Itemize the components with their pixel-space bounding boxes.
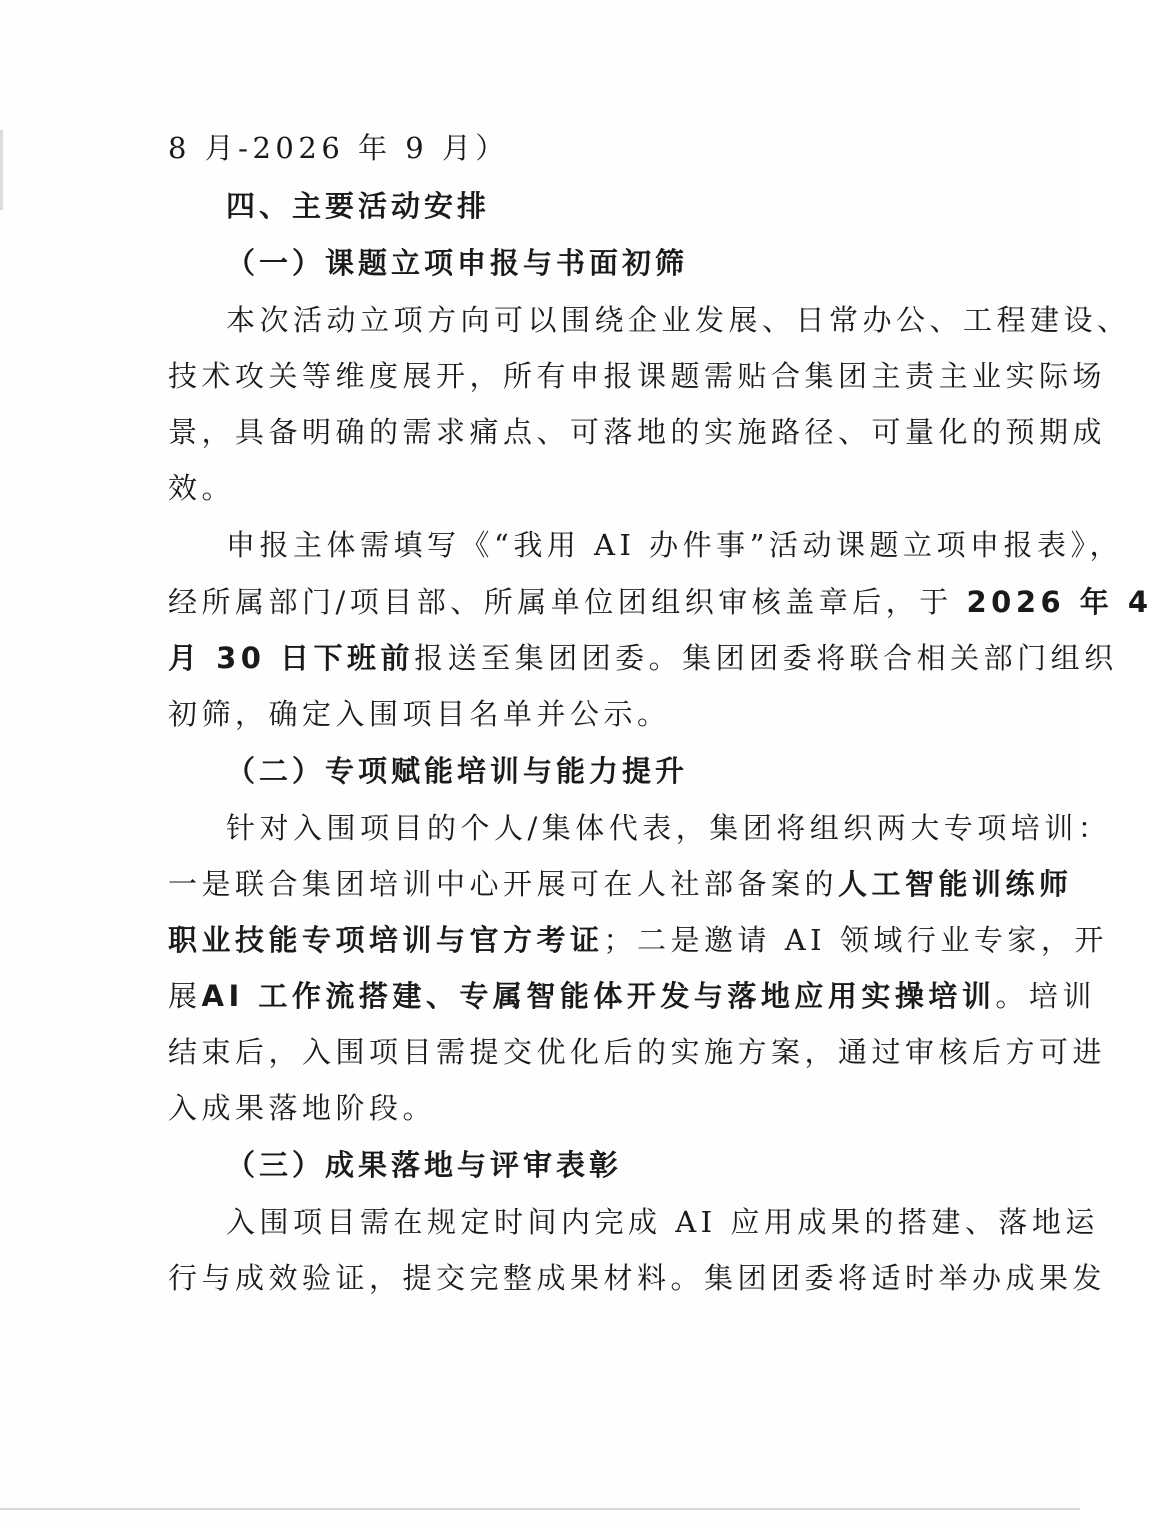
- subsection-heading: （一）课题立项申报与书面初筛: [226, 246, 689, 280]
- subsection-heading: （二）专项赋能培训与能力提升: [226, 754, 689, 788]
- training-emphasis: AI 工作流搭建、专属智能体开发与落地应用实操培训: [201, 979, 996, 1013]
- text-line: 本次活动立项方向可以围绕企业发展、日常办公、工程建设、: [226, 303, 1131, 337]
- text-span: 一是联合集团培训中心开展可在人社部备案的: [168, 867, 839, 901]
- deadline-emphasis: 2026 年 4: [966, 585, 1153, 619]
- subsection-heading: （三）成果落地与评审表彰: [226, 1148, 623, 1182]
- text-line: 效。: [168, 471, 236, 505]
- training-emphasis: 人工智能训练师: [838, 867, 1073, 901]
- text-line: 8 月-2026 年 9 月）: [168, 131, 509, 165]
- text-line: [168, 638, 1118, 678]
- text-span: 展: [168, 979, 202, 1013]
- text-line: 针对入围项目的个人/集体代表，集团将组织两大专项培训：: [226, 811, 1112, 845]
- text-line: 技术攻关等维度展开，所有申报课题需贴合集团主责主业实际场: [168, 359, 1107, 393]
- section-heading: 四、主要活动安排: [226, 189, 491, 223]
- text-span: 经所属部门/项目部、所属单位团组织审核盖章后，于: [168, 585, 953, 619]
- text-span: 报送至集团团委。集团团委将联合相关部门组织: [414, 641, 1118, 675]
- text-line: [168, 920, 1108, 960]
- training-emphasis: 职业技能专项培训与官方考证: [168, 923, 604, 957]
- text-line: [168, 976, 1096, 1016]
- text-span: 。培训: [995, 979, 1096, 1013]
- text-line: 申报主体需填写《“我用 AI 办件事”活动课题立项申报表》，: [226, 528, 1123, 562]
- text-line: 初筛，确定入围项目名单并公示。: [168, 697, 671, 731]
- text-line: 入成果落地阶段。: [168, 1091, 437, 1125]
- scan-edge-mark: [0, 130, 3, 210]
- text-line: 行与成效验证，提交完整成果材料。集团团委将适时举办成果发: [168, 1261, 1107, 1295]
- text-line: [168, 864, 1073, 904]
- text-line: 结束后，入围项目需提交优化后的实施方案，通过审核后方可进: [168, 1035, 1107, 1069]
- text-line: 景，具备明确的需求痛点、可落地的实施路径、可量化的预期成: [168, 415, 1107, 449]
- text-span: ；二是邀请 AI 领域行业专家，开: [603, 923, 1108, 957]
- page-bottom-edge: [0, 1508, 1080, 1510]
- text-line: 入围项目需在规定时间内完成 AI 应用成果的搭建、落地运: [226, 1205, 1099, 1239]
- deadline-emphasis: 月 30 日下班前: [168, 641, 415, 675]
- text-line: [168, 582, 1153, 622]
